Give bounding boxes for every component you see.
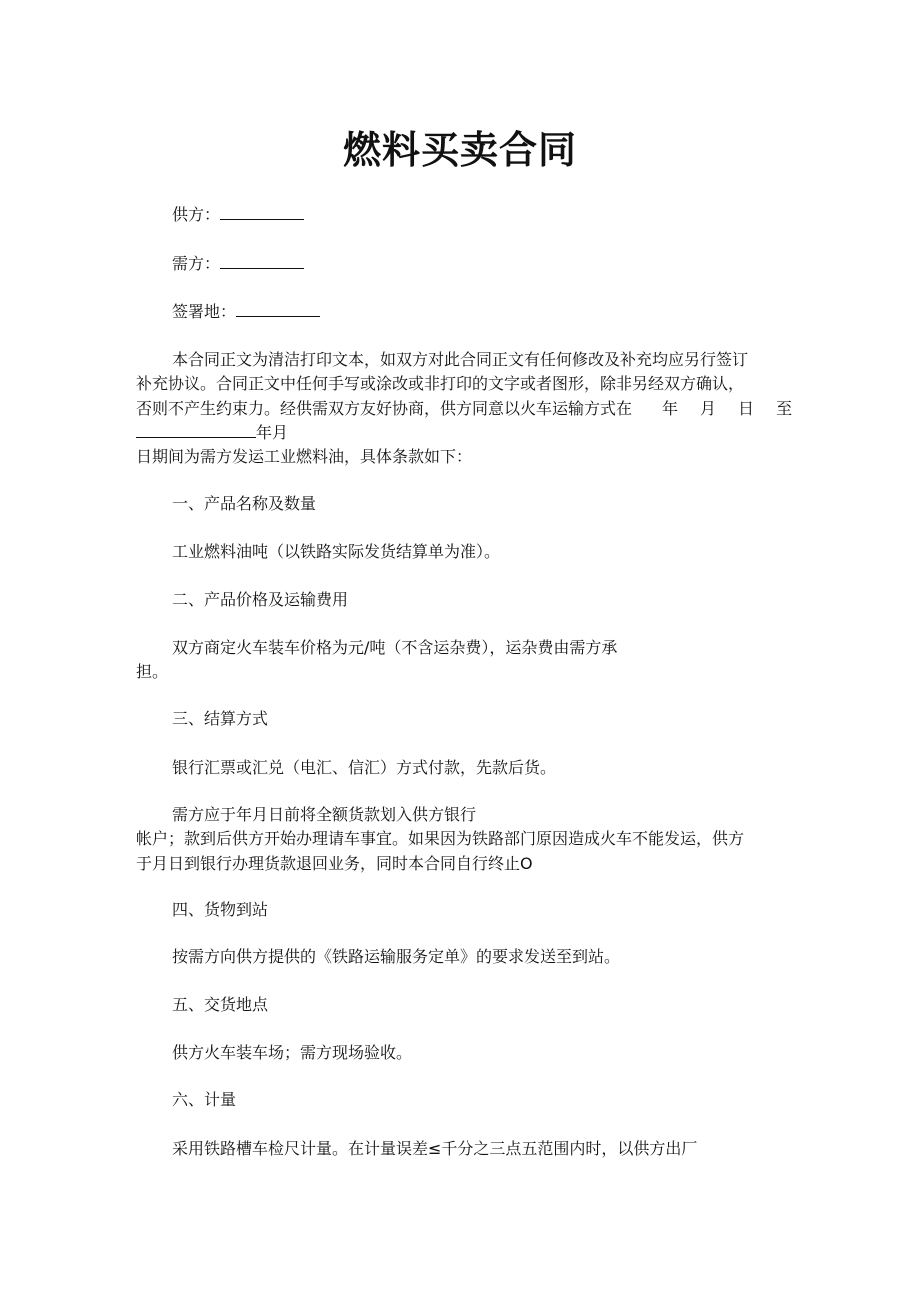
section-1-heading: 一、产品名称及数量 [172,494,317,513]
intro-month: 月 [700,399,717,418]
supplier-blank [220,203,304,220]
section-2-text-line-1: 双方商定火车装车价格为元/吨（不含运杂费），运杂费由需方承 [172,638,618,657]
section-4-text: 按需方向供方提供的《铁路运输服务定单》的要求发送至到站。 [172,947,621,966]
intro-line-4 [136,421,288,445]
section-3-text-2-line-1: 需方应于年月日前将全额货款划入供方银行 [172,805,477,824]
intro-line-2: 补充协议。合同正文中任何手写或涂改或非打印的文字或者图形，除非另经双方确认， [136,374,745,393]
page-title: 燃料买卖合同 [342,128,577,172]
intro-line-1: 本合同正文为清洁打印文本，如双方对此合同正文有任何修改及补充均应另行签订 [172,350,749,369]
buyer-blank [220,252,304,269]
buyer-line [172,252,304,276]
intro-day: 日 [738,399,755,418]
signing-place-blank [236,300,320,317]
section-3-text-1: 银行汇票或汇兑（电汇、信汇）方式付款，先款后货。 [172,758,557,777]
intro-year: 年 [662,399,679,418]
section-3-text-2-line-2: 帐户；款到后供方开始办理请车事宜。如果因为铁路部门原因造成火车不能发运，供方 [136,829,745,848]
section-3-text-2-line-3: 于月日到银行办理货款退回业务，同时本合同自行终止O [136,854,533,873]
intro-line-4-suffix: 年月 [256,423,289,442]
section-1-text: 工业燃料油吨（以铁路实际发货结算单为准）。 [172,542,501,561]
section-5-text: 供方火车装车场；需方现场验收。 [172,1043,413,1062]
end-date-blank [136,421,256,438]
buyer-label: 需方： [172,254,221,273]
section-5-heading: 五、交货地点 [172,995,269,1014]
signing-place-line [172,300,320,324]
intro-line-3 [136,397,793,421]
intro-to: 至 [776,399,793,418]
signing-place-label: 签署地： [172,302,237,321]
section-2-text-line-2: 担。 [136,662,169,681]
section-2-heading: 二、产品价格及运输费用 [172,590,349,609]
section-3-heading: 三、结算方式 [172,709,269,728]
supplier-line [172,203,304,227]
intro-line-3-left: 否则不产生约束力。经供需双方友好协商，供方同意以火车运输方式在 [136,399,633,418]
section-4-heading: 四、货物到站 [172,900,269,919]
section-6-text: 采用铁路槽车检尺计量。在计量误差≤千分之三点五范围内时，以供方出厂 [172,1139,698,1158]
section-6-heading: 六、计量 [172,1090,237,1109]
intro-line-5: 日期间为需方发运工业燃料油，具体条款如下： [136,447,473,466]
intro-date-parts [662,397,792,421]
supplier-label: 供方： [172,205,221,224]
